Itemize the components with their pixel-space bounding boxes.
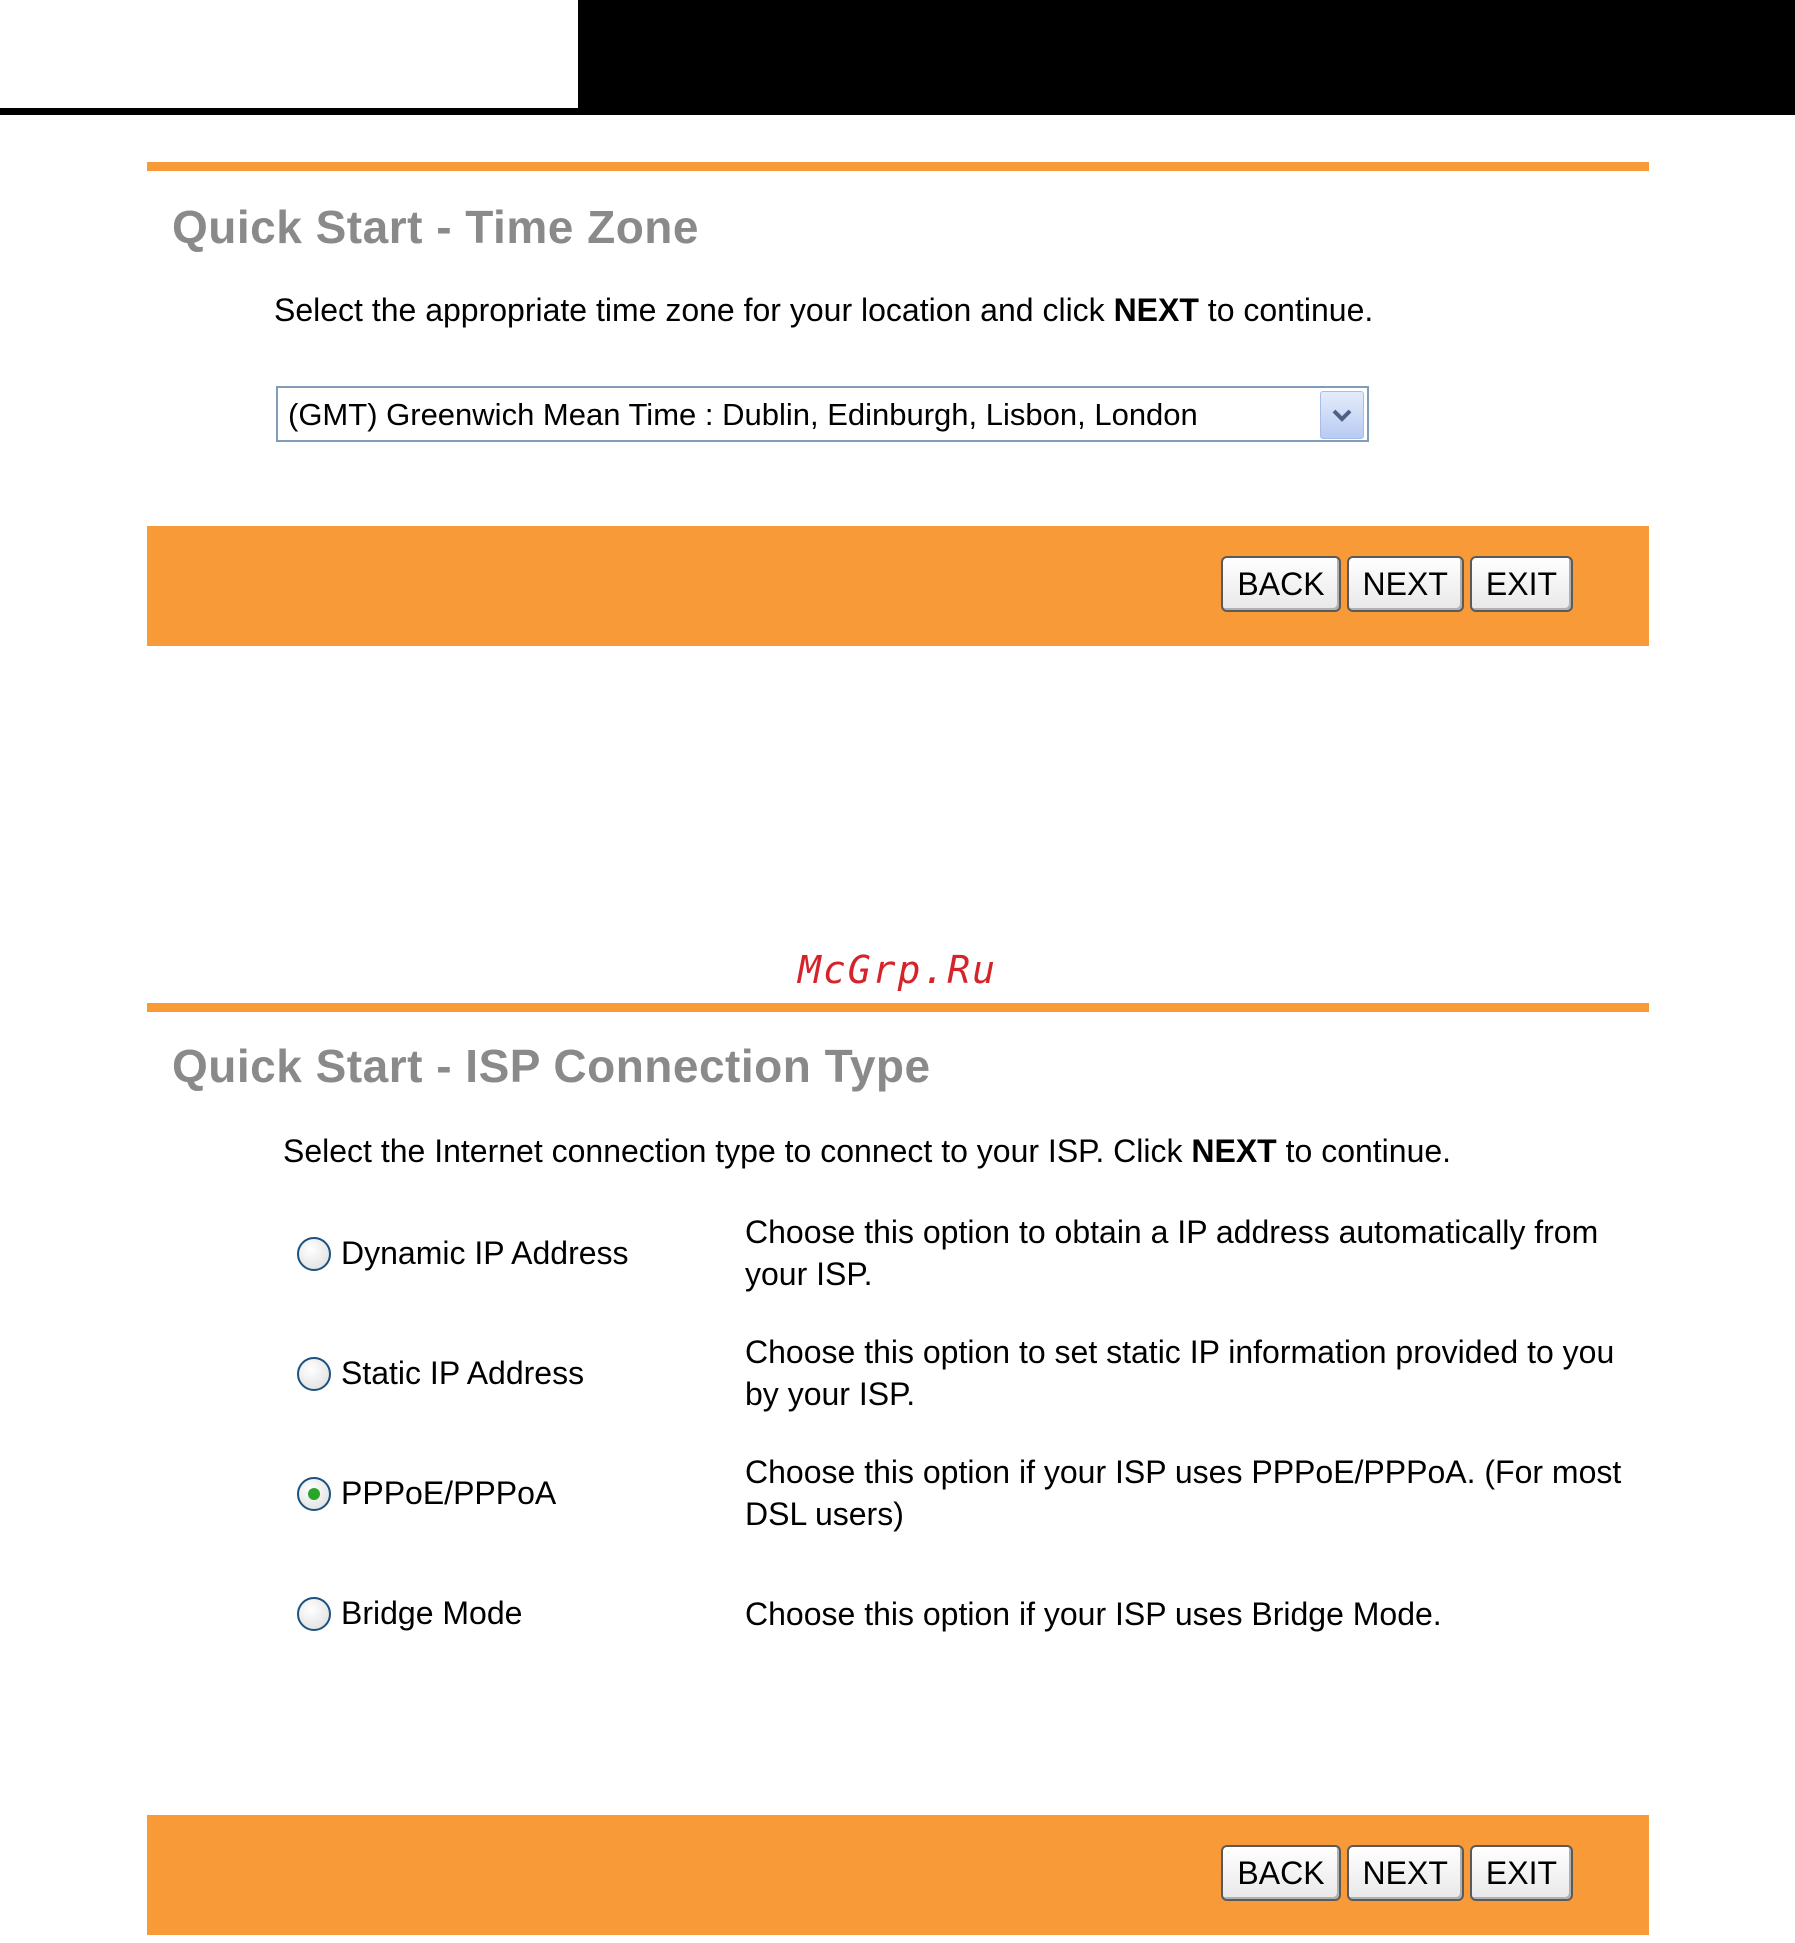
back-button[interactable]: BACK — [1221, 1845, 1340, 1901]
watermark: McGrp.Ru — [797, 948, 998, 992]
dynamic-ip-radio[interactable] — [297, 1237, 331, 1271]
timezone-panel — [147, 162, 1649, 646]
isp-page-title: Quick Start - ISP Connection Type — [172, 1040, 931, 1092]
instruction-text: Select the appropriate time zone for your location and click — [274, 292, 1114, 328]
header-black-bar — [578, 0, 1795, 112]
exit-button[interactable]: EXIT — [1470, 556, 1573, 612]
pppoe-radio[interactable] — [297, 1477, 331, 1511]
static-ip-description: Choose this option to set static IP information provided to you by your ISP. — [745, 1334, 1615, 1412]
pppoe-label[interactable]: PPPoE/PPPoA — [341, 1475, 557, 1511]
bridge-description: Choose this option if your ISP uses Bridge Mode. — [745, 1596, 1442, 1632]
instruction-bold: NEXT — [1191, 1133, 1277, 1169]
instruction-bold: NEXT — [1113, 292, 1199, 328]
isp-top-rule — [147, 1003, 1649, 1012]
option-dynamic-ip-radio-group[interactable] — [297, 1235, 629, 1272]
isp-panel — [147, 1003, 1649, 1933]
bridge-radio[interactable] — [297, 1597, 331, 1631]
option-pppoe-radio-group[interactable] — [297, 1475, 556, 1512]
isp-button-group — [1221, 1845, 1573, 1901]
option-bridge-radio-group[interactable] — [297, 1595, 522, 1632]
header-rule — [0, 108, 1795, 115]
instruction-text-end: to continue. — [1276, 1133, 1452, 1169]
dynamic-ip-label[interactable]: Dynamic IP Address — [341, 1235, 629, 1271]
timezone-button-group — [1221, 556, 1573, 612]
exit-button[interactable]: EXIT — [1470, 1845, 1573, 1901]
instruction-text: Select the Internet connection type to connect to your ISP. Click — [283, 1133, 1192, 1169]
timezone-top-rule — [147, 162, 1649, 171]
isp-instruction — [283, 1133, 1451, 1170]
timezone-footer-bar — [147, 526, 1649, 646]
timezone-select-value: (GMT) Greenwich Mean Time : Dublin, Edinburgh, Lisbon, London — [288, 397, 1198, 432]
static-ip-radio[interactable] — [297, 1357, 331, 1391]
bridge-label[interactable]: Bridge Mode — [341, 1595, 523, 1631]
isp-footer-bar — [147, 1815, 1649, 1935]
timezone-select[interactable] — [276, 386, 1369, 442]
back-button[interactable]: BACK — [1221, 556, 1340, 612]
option-static-ip-radio-group[interactable] — [297, 1355, 584, 1392]
next-button[interactable]: NEXT — [1347, 1845, 1464, 1901]
dynamic-ip-description: Choose this option to obtain a IP address automatically from your ISP. — [745, 1214, 1599, 1292]
timezone-instruction — [274, 292, 1373, 329]
instruction-text-end: to continue. — [1198, 292, 1374, 328]
pppoe-description: Choose this option if your ISP uses PPPoE/PPPoA. (For most DSL users) — [745, 1454, 1622, 1532]
static-ip-label[interactable]: Static IP Address — [341, 1355, 585, 1391]
next-button[interactable]: NEXT — [1347, 556, 1464, 612]
timezone-page-title: Quick Start - Time Zone — [172, 201, 699, 253]
chevron-down-icon[interactable] — [1320, 391, 1364, 439]
